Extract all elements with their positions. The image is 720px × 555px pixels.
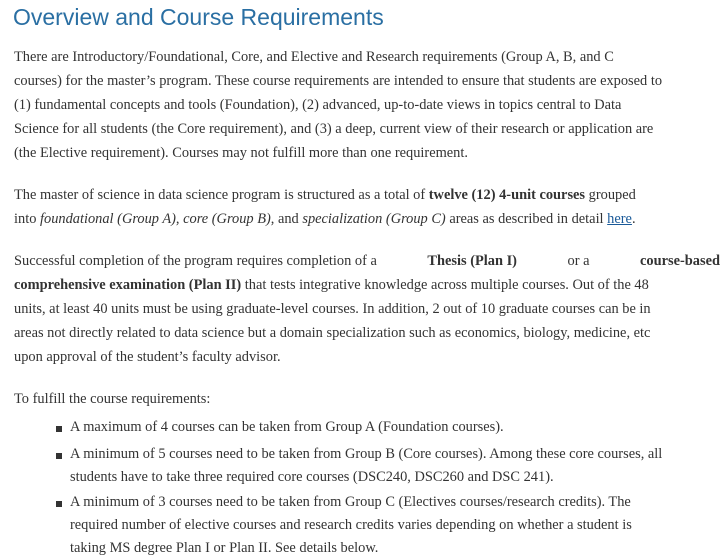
text-run: , bbox=[175, 211, 184, 227]
paragraph-line bbox=[14, 249, 720, 273]
bold-text: comprehensive examination (Plan II) bbox=[14, 277, 242, 293]
completion-paragraph bbox=[14, 249, 720, 369]
paragraph-line: There are Introductory/Foundational, Core, and Elective and Research requirements (Group A, B, and C bbox=[14, 49, 614, 65]
italic-text: specialization (Group C) bbox=[302, 211, 446, 227]
bold-text: Thesis (Plan I) bbox=[427, 253, 517, 269]
text-run: . bbox=[631, 211, 636, 227]
text-run: grouped bbox=[585, 187, 636, 203]
list-item-text: A minimum of 5 courses need to be taken from Group B (Core courses). Among these core courses, all bbox=[70, 446, 663, 462]
text-run: The master of science in data science program is structured as a total of bbox=[14, 187, 429, 203]
text-run: into bbox=[14, 211, 40, 227]
paragraph-line: courses) for the master’s program. These course requirements are intended to ensure that students are exposed to bbox=[14, 73, 663, 89]
list-item-text: A minimum of 3 courses need to be taken from Group C (Electives courses/research credits). The bbox=[70, 494, 631, 510]
details-link[interactable]: here bbox=[607, 211, 632, 227]
paragraph-line: units, at least 40 units must be using graduate-level courses. In addition, 2 out of 10 graduate courses can be in bbox=[14, 301, 651, 317]
text-run: areas as described in detail bbox=[445, 211, 608, 227]
paragraph-line bbox=[14, 207, 720, 231]
paragraph-line: upon approval of the student’s faculty advisor. bbox=[14, 349, 281, 365]
paragraph-line: areas not directly related to data science but a domain specialization such as economics, biology, medicine, etc bbox=[14, 325, 651, 341]
paragraph-line: Science for all students (the Core requirement), and (3) a deep, current view of their research or application are bbox=[14, 121, 654, 137]
paragraph-line bbox=[14, 273, 720, 297]
structure-paragraph bbox=[14, 183, 720, 231]
bullet-icon bbox=[56, 501, 62, 507]
text-run: or a bbox=[563, 253, 594, 269]
requirements-intro bbox=[14, 387, 720, 411]
list-item-text: A maximum of 4 courses can be taken from Group A (Foundation courses). bbox=[70, 419, 504, 435]
list-item-text: students have to take three required core courses (DSC240, DSC260 and DSC 241). bbox=[70, 469, 554, 485]
text-run: Successful completion of the program requires completion of a bbox=[14, 253, 381, 269]
page-title: Overview and Course Requirements bbox=[13, 4, 384, 30]
paragraph-line: (the Elective requirement). Courses may not fulfill more than one requirement. bbox=[14, 145, 468, 161]
text-run: , and bbox=[270, 211, 303, 227]
paragraph-line: (1) fundamental concepts and tools (Foundation), (2) advanced, up-to-date views in topics central to Data bbox=[14, 97, 622, 113]
intro-paragraph bbox=[14, 45, 720, 165]
list-item-text: taking MS degree Plan I or Plan II. See details below. bbox=[70, 540, 379, 555]
paragraph-line bbox=[14, 183, 720, 207]
italic-text: core (Group B) bbox=[183, 211, 271, 227]
list-item-text: required number of elective courses and research credits varies depending on whether a student is bbox=[70, 517, 632, 533]
text-run: that tests integrative knowledge across multiple courses. Out of the 48 bbox=[241, 277, 649, 293]
bold-text: course-based bbox=[640, 253, 720, 269]
paragraph-line: To fulfill the course requirements: bbox=[14, 391, 211, 407]
bullet-icon bbox=[56, 453, 62, 459]
italic-text: foundational (Group A) bbox=[40, 211, 176, 227]
bullet-icon bbox=[56, 426, 62, 432]
bold-text: twelve (12) 4-unit courses bbox=[428, 187, 586, 203]
